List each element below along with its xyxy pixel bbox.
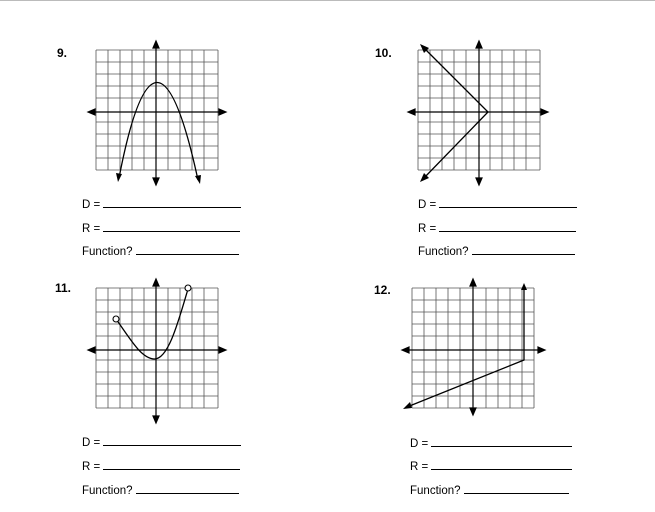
range-blank[interactable] [103,221,240,232]
open-endpoint-left [113,316,119,322]
problem-number: 9. [57,46,68,60]
domain-label: D = [418,199,437,211]
range-blank[interactable] [439,221,576,232]
range-label: R = [82,461,101,473]
range-field[interactable] [418,221,576,235]
grid [96,50,218,170]
page-top-border [0,0,655,1]
grid [96,288,218,408]
graph-9 [86,40,230,186]
domain-label: D = [82,199,101,211]
axes [88,279,226,423]
function-field[interactable] [82,244,239,258]
function-blank[interactable] [472,244,575,255]
function-label: Function? [82,485,133,497]
function-label: Function? [418,246,469,258]
domain-field[interactable] [82,197,241,211]
range-label: R = [418,223,437,235]
domain-blank[interactable] [439,197,577,208]
function-field[interactable] [82,483,239,497]
domain-blank[interactable] [103,197,241,208]
domain-label: D = [410,438,429,450]
range-blank[interactable] [431,459,572,470]
domain-field[interactable] [410,436,572,450]
domain-blank[interactable] [431,436,572,447]
problem-number: 12. [374,283,391,297]
function-blank[interactable] [136,483,239,494]
problem-number: 10. [375,46,392,60]
axes [408,41,548,185]
domain-field[interactable] [82,435,241,449]
function-field[interactable] [418,244,575,258]
range-field[interactable] [82,459,240,473]
graph-10 [406,40,550,186]
range-label: R = [410,461,429,473]
domain-label: D = [82,437,101,449]
segment-and-vertical-ray [403,283,527,409]
graph-11 [86,278,230,424]
domain-field[interactable] [418,197,577,211]
problem-number: 11. [55,281,72,295]
range-blank[interactable] [103,459,240,470]
range-field[interactable] [82,221,240,235]
range-field[interactable] [410,459,572,473]
function-label: Function? [410,485,461,497]
range-label: R = [82,223,101,235]
axes [88,41,226,185]
function-label: Function? [82,246,133,258]
curve-with-open-endpoints [113,285,191,359]
function-field[interactable] [410,483,569,497]
function-blank[interactable] [136,244,239,255]
domain-blank[interactable] [103,435,241,446]
graph-12 [400,278,548,416]
function-blank[interactable] [464,483,569,494]
open-endpoint-right [185,285,191,291]
